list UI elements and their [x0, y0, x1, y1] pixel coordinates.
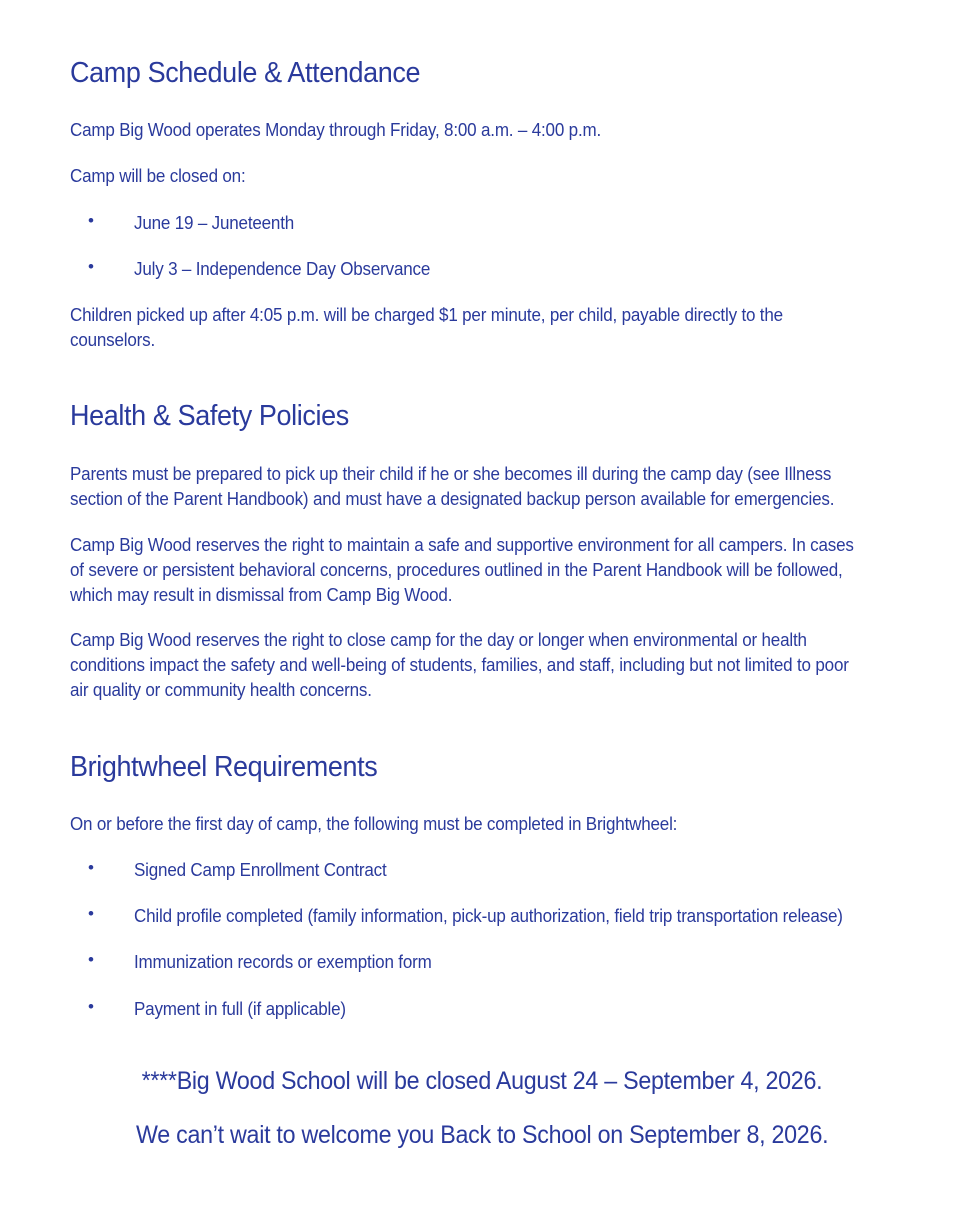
health-paragraph-2-line3: which may result in dismissal from Camp Big Wood.	[70, 584, 453, 605]
schedule-hours-text: Camp Big Wood operates Monday through Friday, 8:00 a.m. – 4:00 p.m.	[70, 119, 602, 140]
bullet-icon: •	[88, 858, 94, 877]
section-heading-health: Health & Safety Policies	[70, 400, 349, 432]
closing-note-welcome	[0, 1120, 964, 1150]
health-paragraph-3-line2: conditions impact the safety and well-being of students, families, and staff, including but not limited to poor	[70, 654, 849, 675]
health-paragraph-3-line3: air quality or community health concerns.	[70, 679, 372, 700]
bullet-icon: •	[88, 950, 94, 969]
bullet-icon: •	[88, 904, 94, 923]
closed-date-item: June 19 – Juneteenth	[134, 212, 295, 233]
health-paragraph-2-line2: of severe or persistent behavioral concerns, procedures outlined in the Parent Handbook will be followed,	[70, 559, 843, 580]
requirement-item: Signed Camp Enrollment Contract	[134, 859, 387, 880]
health-paragraph-1-line1: Parents must be prepared to pick up their child if he or she becomes ill during the camp day (see Illness	[70, 463, 832, 484]
health-paragraph-1-line2: section of the Parent Handbook) and must have a designated backup person available for emergencies.	[70, 488, 835, 509]
closed-date-item: July 3 – Independence Day Observance	[134, 258, 431, 279]
closing-note-welcome-text: We can’t wait to welcome you Back to School on September 8, 2026.	[135, 1121, 829, 1149]
closed-intro-text: Camp will be closed on:	[70, 165, 246, 186]
bullet-icon: •	[88, 257, 94, 276]
requirement-item: Payment in full (if applicable)	[134, 998, 346, 1019]
section-heading-brightwheel: Brightwheel Requirements	[70, 751, 378, 783]
health-paragraph-2-line1: Camp Big Wood reserves the right to maintain a safe and supportive environment for all campers. In cases	[70, 534, 854, 555]
closing-note-closure	[0, 1066, 964, 1096]
closing-note-closure-text: ****Big Wood School will be closed August 24 – September 4, 2026.	[141, 1067, 823, 1095]
health-paragraph-3-line1: Camp Big Wood reserves the right to close camp for the day or longer when environmental or health	[70, 629, 807, 650]
requirement-item: Immunization records or exemption form	[134, 951, 432, 972]
section-heading-schedule: Camp Schedule & Attendance	[70, 57, 421, 89]
late-pickup-text-line1: Children picked up after 4:05 p.m. will be charged $1 per minute, per child, payable directly to the	[70, 304, 783, 325]
requirement-item: Child profile completed (family information, pick-up authorization, field trip transportation release)	[134, 905, 843, 926]
bullet-icon: •	[88, 997, 94, 1016]
bullet-icon: •	[88, 211, 94, 230]
brightwheel-intro-text: On or before the first day of camp, the following must be completed in Brightwheel:	[70, 813, 678, 834]
late-pickup-text-line2: counselors.	[70, 329, 156, 350]
